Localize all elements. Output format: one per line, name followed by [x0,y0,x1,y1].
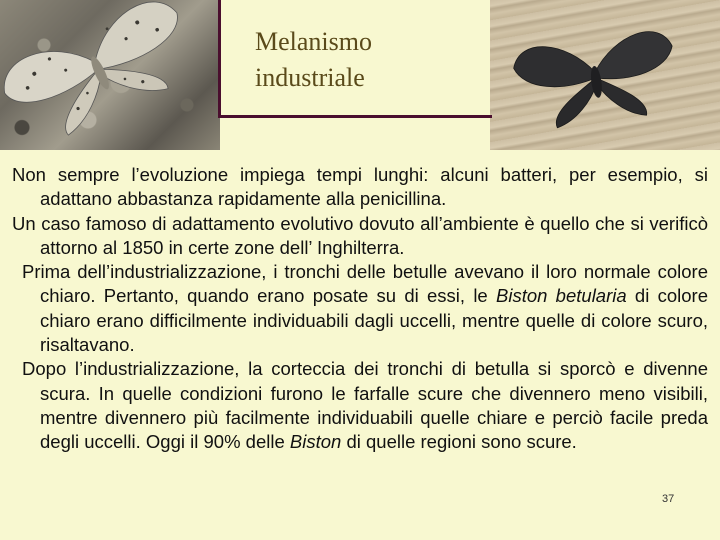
page-number: 37 [662,493,675,505]
paragraph-3-text-after: di colore chiaro erano difficilmente individuabili dagli uccelli, mentre quelle di colore scuro, risaltavano. [40,285,708,356]
paragraph-4-text-after: di quelle regioni sono scure. [341,431,577,453]
body-text [12,163,708,455]
paragraph-1 [12,163,708,212]
dark-peppered-moth-icon [490,0,720,150]
paragraph-4 [12,357,708,454]
paragraph-3-text-before: Prima dell’industrializzazione, i tronchi delle betulle avevano il loro normale colore chiaro. Pertanto, quando erano posate su di essi, le [22,261,708,307]
paragraph-3 [12,260,708,357]
title-line-2: industriale [255,63,365,92]
species-name-italic: Biston betularia [496,285,627,307]
light-peppered-moth-icon [0,0,220,150]
light-moth-photo [0,0,220,150]
title-frame-left-rule [218,0,221,118]
paragraph-2 [12,212,708,261]
paragraph-1-text: Non sempre l’evoluzione impiega tempi lunghi: alcuni batteri, per esempio, si adattano abbastanza rapidamente alla penicillina. [12,164,708,210]
paragraph-4-text-before: Dopo l’industrializzazione, la corteccia dei tronchi di betulla si sporcò e divenne scura. In quelle condizioni furono le farfalle scure che divennero meno visibili, mentre divennero più facilmente individuabili quelle chiare e perciò facile preda degli uccelli. Oggi il 90% delle [22,358,708,453]
title-line-1: Melanismo [255,27,372,56]
genus-name-italic: Biston [289,431,342,453]
dark-moth-photo [490,0,720,150]
slide-title [255,24,372,96]
title-underline [218,115,492,118]
paragraph-2-text: Un caso famoso di adattamento evolutivo dovuto all’ambiente è quello che si verificò attorno al 1850 in certe zone dell’ Inghilterra. [12,212,708,258]
